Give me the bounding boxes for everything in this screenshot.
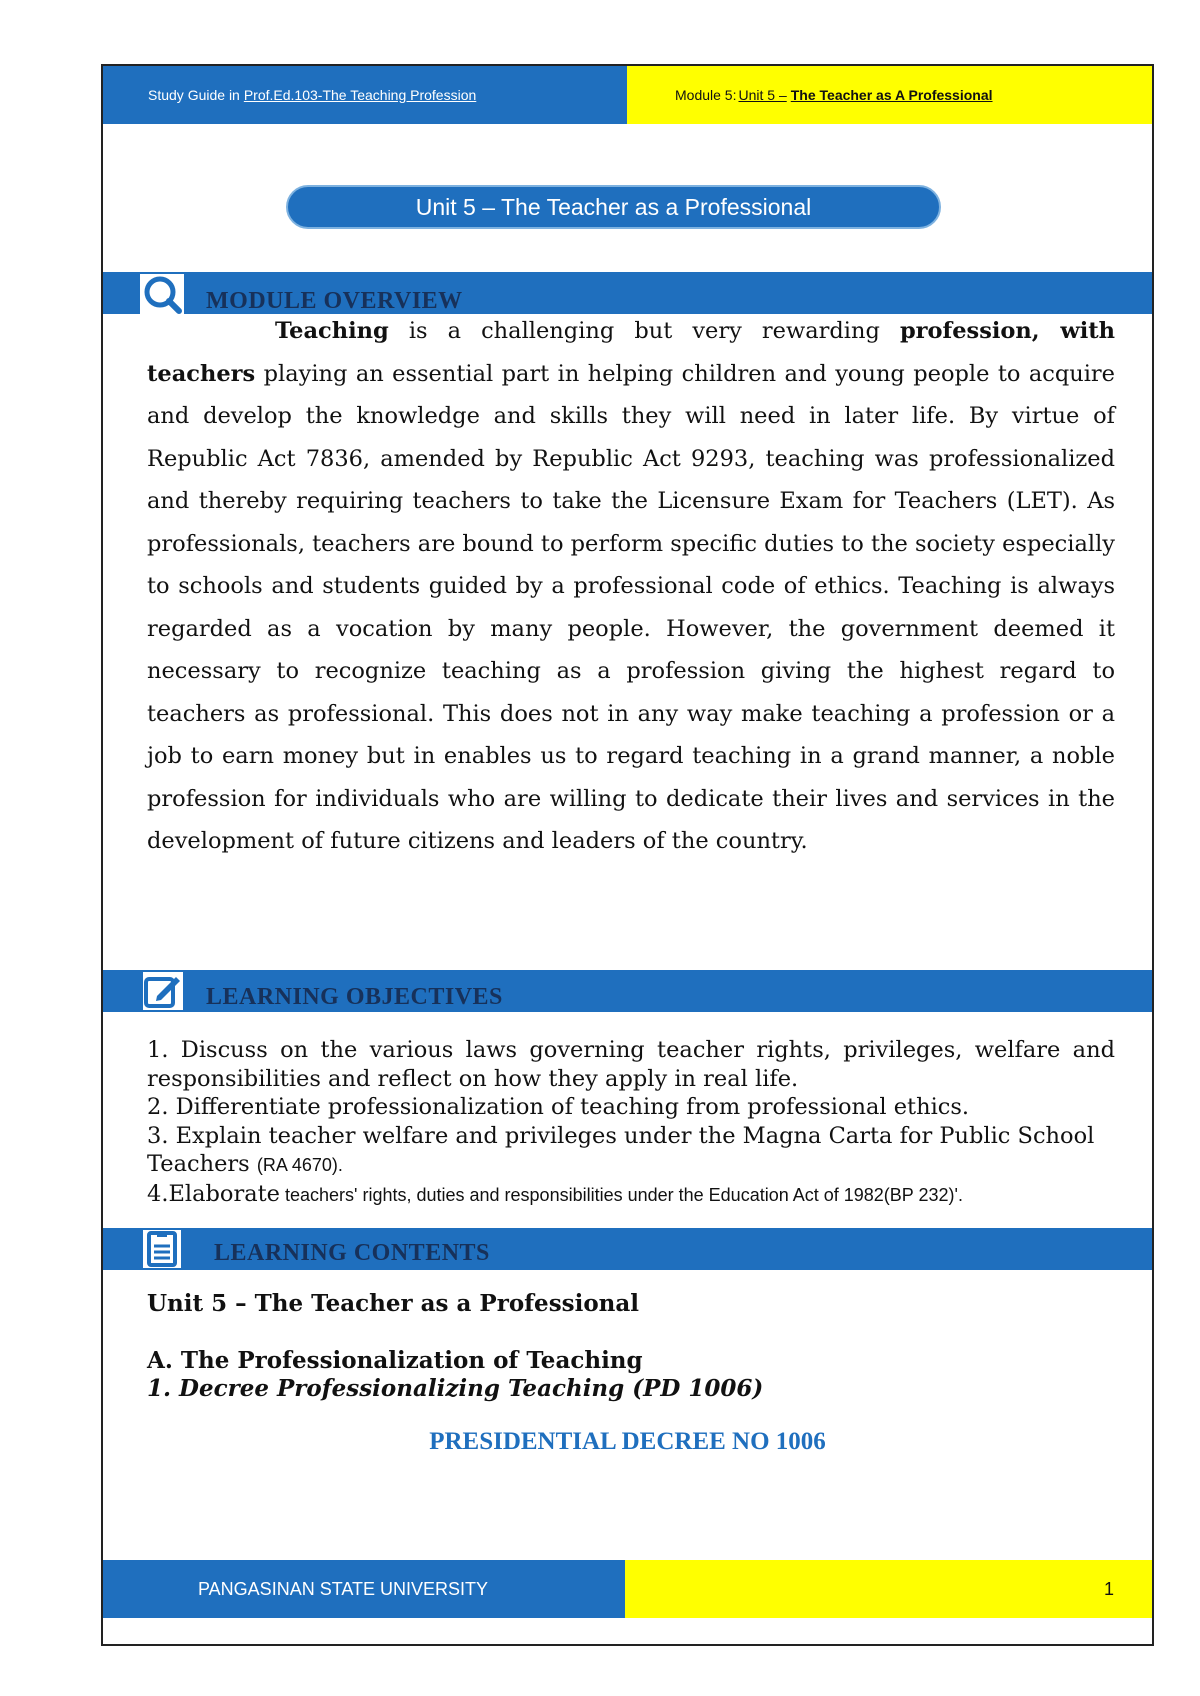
page-number: 1 — [1103, 1578, 1114, 1599]
objective-item-4 — [147, 1180, 1115, 1210]
contents-item-1: 1. Decree Professionalizing Teaching (PD 1006) — [147, 1375, 764, 1402]
unit-title: Unit 5 – The Teacher as a Professional — [415, 193, 812, 220]
footer-university — [103, 1560, 625, 1618]
header-module-unit: Unit 5 – — [738, 87, 787, 103]
overview-lead: Teaching — [275, 318, 389, 344]
header-module-title: The Teacher as A Professional — [790, 87, 993, 103]
objective-item-2: 2. Differentiate professionalization of teaching from professional ethics. — [147, 1094, 970, 1120]
edit-icon — [143, 972, 183, 1010]
learning-contents-heading: LEARNING CONTENTS — [214, 1240, 490, 1266]
contents-unit-line: Unit 5 – The Teacher as a Professional — [147, 1290, 640, 1317]
header-module — [627, 66, 1152, 124]
document-icon — [143, 1230, 181, 1268]
objective-4-text: 4.Elaborate — [147, 1180, 280, 1207]
objective-3-text: 3. Explain teacher welfare and privileges under the Magna Carta for Public School Teachers — [147, 1122, 1095, 1177]
objectives-list — [147, 1036, 1115, 1209]
objective-item-1: 1. Discuss on the various laws governing teacher rights, privileges, welfare and responsibilities and reflect on how they apply in real life. — [147, 1037, 1115, 1092]
magnifier-icon — [140, 274, 184, 314]
footer-page — [625, 1560, 1152, 1618]
header-course-prefix: Study Guide in — [148, 87, 240, 103]
overview-bold-2: profession, with teachers — [147, 318, 1116, 387]
header-course — [103, 66, 627, 124]
unit-title-banner — [286, 185, 941, 229]
module-overview-heading: MODULE OVERVIEW — [206, 288, 463, 314]
decree-title: PRESIDENTIAL DECREE NO 1006 — [429, 1428, 826, 1455]
objective-3-ref: (RA 4670). — [256, 1155, 343, 1175]
overview-paragraph — [147, 310, 1115, 863]
header-course-link[interactable]: Prof.Ed.103-The Teaching Profession — [243, 87, 477, 103]
learning-objectives-heading: LEARNING OBJECTIVES — [206, 984, 503, 1010]
overview-text-1: is a challenging but very rewarding — [388, 318, 900, 344]
contents-section-a: A. The Professionalization of Teaching — [147, 1347, 643, 1374]
header-module-prefix: Module 5: — [675, 87, 737, 103]
university-name: PANGASINAN STATE UNIVERSITY — [198, 1578, 489, 1599]
objective-4-rest: teachers' rights, duties and responsibilities under the Education Act of 1982(BP 232)'. — [279, 1184, 963, 1205]
overview-text-2: playing an essential part in helping children and young people to acquire and develop the knowledge and skills they will need in later life. By virtue of Republic Act 7836, amended by Republic Act 9293, teaching was professionalized and thereby requiring teachers to take the Licensure Exam for Teachers (LET). As professionals, teachers are bound to perform specific duties to the society especially to schools and students guided by a professional code of ethics. Teaching is always regarded as a vocation by many people. However, the government deemed it necessary to recognize teaching as a profession giving the highest regard to teachers as professional. This does not in any way make teaching a profession or a job to earn money but in enables us to regard teaching in a grand manner, a noble profession for individuals who are willing to dedicate their lives and services in the development of future citizens and leaders of the country. — [147, 360, 1115, 854]
objective-item-3 — [147, 1122, 1115, 1180]
